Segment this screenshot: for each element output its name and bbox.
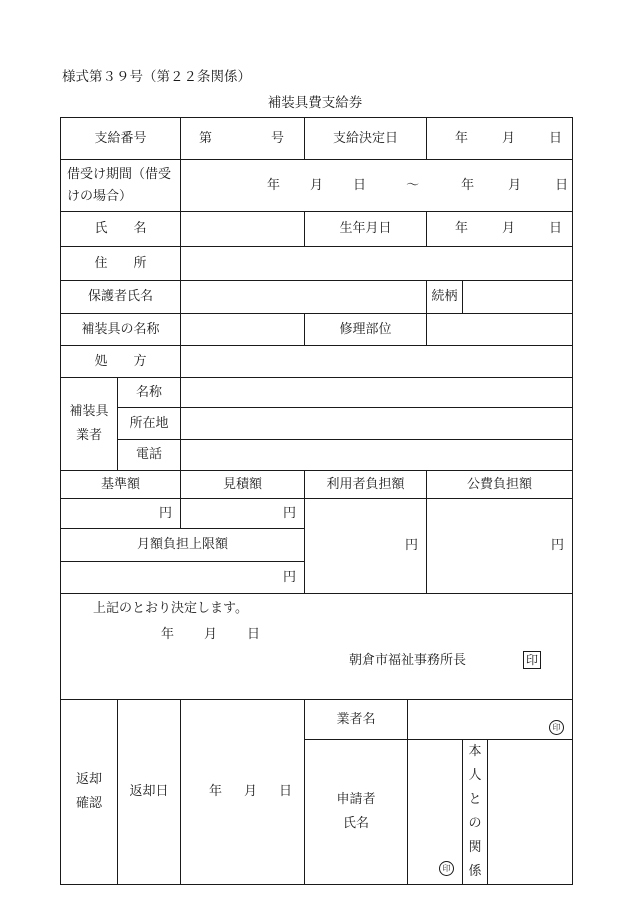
repair-part-label: 修理部位 — [305, 314, 427, 346]
notice-date[interactable] — [161, 624, 260, 646]
device-name-cell[interactable] — [181, 314, 305, 346]
issue-number-suffix: 号 — [271, 130, 285, 146]
prescription-label: 処 方 — [61, 346, 181, 378]
vendor-name-cell[interactable] — [181, 378, 573, 408]
public-burden-label: 公費負担額 — [427, 471, 573, 499]
vendor-name-sign-label — [305, 700, 408, 740]
rental-period-label-line2: けの場合） — [67, 188, 133, 204]
relation-to-self-label — [463, 740, 488, 885]
name-cell[interactable] — [181, 212, 305, 247]
rental-start-day: 日 — [353, 177, 367, 193]
row-vendor-name — [61, 378, 573, 408]
standard-amount-cell[interactable]: 円 — [61, 499, 181, 529]
estimate-amount-label: 見積額 — [181, 471, 305, 499]
relation-label: 続柄 — [427, 281, 463, 314]
row-decision-notice — [61, 594, 573, 700]
birth-year: 年 — [455, 221, 469, 236]
rental-period-cell[interactable] — [181, 160, 573, 212]
standard-amount-label: 基準額 — [61, 471, 181, 499]
voucher-form-table — [60, 117, 573, 885]
issue-number-cell[interactable] — [181, 118, 305, 160]
birth-date-cell[interactable] — [427, 212, 573, 247]
prescription-cell[interactable] — [181, 346, 573, 378]
monthly-cap-cell[interactable]: 円 — [61, 562, 305, 594]
address-cell[interactable] — [181, 247, 573, 281]
applicant-name-label — [305, 740, 408, 885]
vendor-phone-label: 電話 — [118, 440, 181, 471]
return-confirm-line2: 確認 — [75, 796, 102, 811]
public-burden-cell[interactable]: 円 — [427, 499, 573, 594]
applicant-seal-icon: 印 — [439, 861, 454, 876]
vendor-phone-cell[interactable] — [181, 440, 573, 471]
user-burden-cell[interactable]: 円 — [305, 499, 427, 594]
decision-date-cell[interactable] — [427, 118, 573, 160]
issue-number-label: 支給番号 — [61, 118, 181, 160]
row-vendor-phone — [61, 440, 573, 471]
rental-start-year: 年 — [267, 177, 281, 193]
vendor-group-label — [61, 378, 118, 471]
vendor-group-line2: 業者 — [75, 428, 102, 443]
row-rental-period — [61, 160, 573, 212]
vendor-name-sign-text: 業者名 — [336, 711, 376, 727]
applicant-name-cell[interactable] — [408, 740, 463, 885]
row-return-vendor — [61, 700, 573, 740]
decision-notice-cell — [61, 594, 573, 700]
issuer-seal — [523, 650, 541, 672]
decision-notice-text: 上記のとおり決定します。 — [93, 601, 248, 616]
return-year: 年 — [209, 784, 223, 799]
return-confirm-label — [61, 700, 118, 885]
decision-year: 年 — [455, 130, 469, 146]
device-name-label: 補装具の名称 — [61, 314, 181, 346]
row-vendor-location — [61, 408, 573, 440]
row-amount-headers — [61, 471, 573, 499]
estimate-amount-cell[interactable]: 円 — [181, 499, 305, 529]
row-address — [61, 247, 573, 281]
row-issue-number — [61, 118, 573, 160]
guardian-cell[interactable] — [181, 281, 427, 314]
relation-label-line2: との — [468, 792, 482, 831]
rental-end-month: 月 — [508, 177, 522, 193]
row-amount-values — [61, 499, 573, 529]
notice-day: 日 — [247, 627, 261, 642]
vendor-location-cell[interactable] — [181, 408, 573, 440]
row-name — [61, 212, 573, 247]
relation-label-line3: 関係 — [468, 840, 482, 879]
vendor-name-sign-cell[interactable] — [408, 700, 573, 740]
birth-date-label: 生年月日 — [305, 212, 427, 247]
guardian-label: 保護者氏名 — [61, 281, 181, 314]
rental-period-tilde: 〜 — [406, 177, 420, 193]
relation-label-line1: 本人 — [468, 744, 482, 783]
vendor-seal-icon: 印 — [549, 720, 564, 735]
applicant-label-line2: 氏名 — [343, 816, 370, 831]
birth-day: 日 — [549, 221, 563, 236]
return-month: 月 — [244, 784, 258, 799]
rental-period-label-line1: 借受け期間（借受 — [67, 166, 172, 182]
row-device — [61, 314, 573, 346]
vendor-location-label: 所在地 — [118, 408, 181, 440]
vendor-group-line1: 補装具 — [69, 404, 109, 419]
decision-date-label: 支給決定日 — [305, 118, 427, 160]
decision-day: 日 — [549, 130, 563, 146]
seal-box-icon: 印 — [523, 651, 541, 669]
rental-end-year: 年 — [461, 177, 475, 193]
return-confirm-line1: 返却 — [75, 772, 102, 787]
rental-start-month: 月 — [310, 177, 324, 193]
row-guardian — [61, 281, 573, 314]
rental-period-label — [61, 160, 181, 212]
relation-cell[interactable] — [463, 281, 573, 314]
return-date-label: 返却日 — [118, 700, 181, 885]
decision-month: 月 — [502, 130, 516, 146]
issuer-name: 朝倉市福祉事務所長 — [349, 653, 467, 668]
name-label: 氏 名 — [61, 212, 181, 247]
form-number: 様式第３９号（第２２条関係） — [62, 69, 251, 85]
birth-month: 月 — [502, 221, 516, 236]
vendor-name-label: 名称 — [118, 378, 181, 408]
address-label: 住 所 — [61, 247, 181, 281]
rental-end-day: 日 — [555, 177, 569, 193]
return-day: 日 — [279, 784, 293, 799]
return-date-cell[interactable] — [181, 700, 305, 885]
relation-to-self-cell[interactable] — [488, 740, 573, 885]
row-prescription — [61, 346, 573, 378]
notice-month: 月 — [204, 627, 218, 642]
notice-year: 年 — [161, 627, 175, 642]
issue-number-prefix: 第 — [199, 130, 213, 146]
repair-part-cell[interactable] — [427, 314, 573, 346]
user-burden-label: 利用者負担額 — [305, 471, 427, 499]
applicant-label-line1: 申請者 — [336, 792, 376, 807]
document-title: 補装具費支給券 — [267, 95, 363, 111]
monthly-cap-label: 月額負担上限額 — [61, 529, 305, 562]
